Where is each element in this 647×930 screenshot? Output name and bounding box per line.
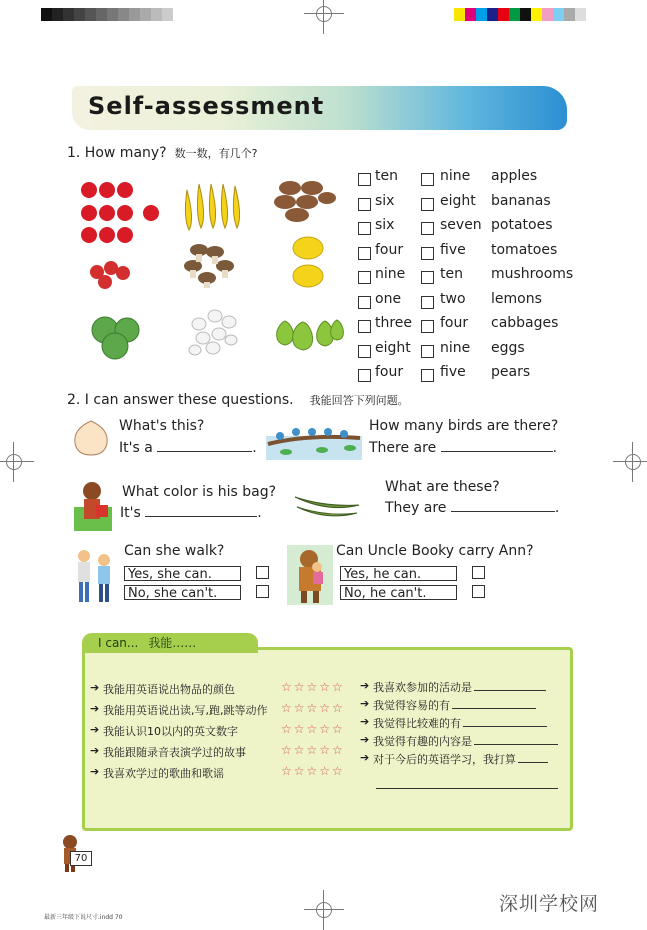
ican-reflection-item	[373, 733, 558, 749]
section2-heading-text: 2. I can answer these questions.	[67, 392, 294, 408]
option-label: ten	[440, 266, 463, 282]
q4-answer-suffix: .	[554, 500, 560, 516]
arrow-icon: ➔	[90, 765, 100, 778]
option-label: nine	[440, 168, 471, 184]
children-walking-icon	[70, 548, 118, 606]
section1-heading-cn: 数一数，有几个?	[174, 147, 258, 160]
ican-skill-item: 我能用英语说出物品的颜色	[103, 683, 235, 696]
footer-file-info: 最新三年级下说尺寸.indd 70	[44, 914, 123, 921]
option-label: eight	[375, 340, 411, 356]
mushrooms-icon	[184, 244, 234, 288]
q4-answer	[385, 500, 559, 516]
q1-answer	[119, 440, 257, 456]
q4-answer-prefix: They are	[385, 500, 447, 516]
reflection-blank[interactable]	[452, 708, 536, 709]
peach-icon	[70, 417, 112, 459]
section2-heading	[67, 392, 409, 408]
q6-yes-checkbox[interactable]	[472, 566, 485, 579]
q5-question: Can she walk?	[124, 543, 225, 559]
monkey-with-bag-icon	[70, 477, 116, 533]
option-checkbox[interactable]	[358, 296, 371, 309]
option-label: four	[375, 364, 404, 380]
q6-question: Can Uncle Booky carry Ann?	[336, 543, 534, 559]
option-checkbox[interactable]	[421, 320, 434, 333]
q3-answer-prefix: It's	[120, 505, 141, 521]
arrow-icon: ➔	[90, 723, 100, 736]
option-checkbox[interactable]	[421, 222, 434, 235]
registration-mark-top	[304, 0, 344, 34]
option-label: eight	[440, 193, 476, 209]
option-label: nine	[375, 266, 406, 282]
apples-icon	[81, 182, 159, 243]
cabbages-icon	[92, 317, 139, 359]
option-label: ten	[375, 168, 398, 184]
ican-tab	[82, 633, 258, 653]
ican-skill-item: 我能认识10以内的英文数字	[103, 725, 238, 738]
q2-answer-prefix: There are	[369, 440, 437, 456]
option-checkbox[interactable]	[421, 345, 434, 358]
option-label: four	[440, 315, 469, 331]
item-noun: pears	[491, 364, 531, 380]
option-checkbox[interactable]	[421, 247, 434, 260]
option-label: nine	[440, 340, 471, 356]
watermark: 深圳学校网	[499, 893, 600, 915]
reflection-blank[interactable]	[463, 726, 547, 727]
q3-question: What color is his bag?	[122, 484, 277, 500]
section1-heading	[67, 145, 257, 161]
section2-heading-cn: 我能回答下列问题。	[309, 394, 409, 407]
page-title: Self-assessment	[88, 92, 325, 120]
option-checkbox[interactable]	[358, 247, 371, 260]
birds-on-branch-icon	[266, 418, 362, 460]
registration-mark-right	[613, 442, 647, 482]
option-checkbox[interactable]	[358, 369, 371, 382]
arrow-icon: ➔	[90, 702, 100, 715]
ican-skill-item: 我喜欢学过的歌曲和歌谣	[103, 767, 224, 780]
bananas-icon	[185, 184, 239, 230]
option-checkbox[interactable]	[421, 369, 434, 382]
q4-answer-blank[interactable]	[451, 511, 555, 512]
ican-tab-label: I can...	[98, 636, 139, 650]
q3-answer	[120, 505, 262, 521]
arrow-icon: ➔	[360, 679, 370, 692]
item-noun: bananas	[491, 193, 551, 209]
ican-reflection-text: 对于今后的英语学习，我打算	[373, 753, 516, 766]
ican-reflection-text: 我喜欢参加的活动是	[373, 681, 472, 694]
option-label: one	[375, 291, 402, 307]
section1-heading-text: 1. How many?	[67, 145, 167, 161]
ican-skill-item: 我能跟随录音表演学过的故事	[103, 746, 246, 759]
registration-mark-left	[0, 442, 34, 482]
ican-reflection-item	[373, 715, 547, 731]
q1-question: What's this?	[119, 418, 205, 434]
lemons-icon	[293, 237, 323, 287]
ican-reflection-text: 我觉得比较难的有	[373, 717, 461, 730]
page-number: 70	[70, 851, 92, 866]
q5-no-option: No, she can't.	[124, 585, 241, 600]
rating-stars[interactable]: ☆☆☆☆☆	[281, 680, 345, 694]
ican-skill-item: 我能用英语说出读,写,跑,跳等动作	[103, 704, 268, 717]
reflection-extra-blank[interactable]	[376, 788, 558, 789]
item-noun: apples	[491, 168, 538, 184]
option-checkbox[interactable]	[421, 271, 434, 284]
q2-answer-blank[interactable]	[441, 451, 553, 452]
rating-stars[interactable]: ☆☆☆☆☆	[281, 764, 345, 778]
option-label: two	[440, 291, 466, 307]
q1-answer-suffix: .	[252, 440, 257, 456]
ican-reflection-item	[373, 751, 548, 767]
reflection-blank[interactable]	[474, 690, 546, 691]
tomatoes-icon	[90, 261, 130, 289]
section1-illustrations	[75, 170, 365, 370]
item-noun: lemons	[491, 291, 542, 307]
reflection-blank[interactable]	[518, 762, 548, 763]
option-label: six	[375, 217, 395, 233]
q2-answer	[369, 440, 557, 456]
option-checkbox[interactable]	[358, 345, 371, 358]
item-noun: mushrooms	[491, 266, 574, 282]
ican-reflection-text: 我觉得容易的有	[373, 699, 450, 712]
option-label: three	[375, 315, 413, 331]
q5-yes-option: Yes, she can.	[124, 566, 241, 581]
arrow-icon: ➔	[90, 744, 100, 757]
q2-question: How many birds are there?	[369, 418, 559, 434]
arrow-icon: ➔	[360, 733, 370, 746]
q1-answer-blank[interactable]	[157, 451, 252, 452]
ican-reflection-text: 我觉得有趣的内容是	[373, 735, 472, 748]
rating-stars[interactable]: ☆☆☆☆☆	[281, 701, 345, 715]
rating-stars[interactable]: ☆☆☆☆☆	[281, 743, 345, 757]
option-checkbox[interactable]	[358, 271, 371, 284]
q2-answer-suffix: .	[552, 440, 558, 456]
option-label: four	[375, 242, 404, 258]
uncle-booky-carrying-ann-icon	[287, 545, 333, 605]
item-noun: cabbages	[491, 315, 559, 331]
item-noun: eggs	[491, 340, 525, 356]
option-checkbox[interactable]	[421, 296, 434, 309]
item-noun: tomatoes	[491, 242, 558, 258]
registration-mark-bottom	[304, 890, 344, 930]
ican-reflection-item	[373, 697, 536, 713]
option-checkbox[interactable]	[421, 173, 434, 186]
arrow-icon: ➔	[360, 751, 370, 764]
q6-no-checkbox[interactable]	[472, 585, 485, 598]
arrow-icon: ➔	[360, 715, 370, 728]
arrow-icon: ➔	[90, 681, 100, 694]
option-checkbox[interactable]	[358, 222, 371, 235]
q6-yes-option: Yes, he can.	[340, 566, 457, 581]
option-label: five	[440, 242, 466, 258]
q5-yes-checkbox[interactable]	[256, 566, 269, 579]
ican-reflection-item	[373, 679, 546, 695]
option-label: seven	[440, 217, 482, 233]
option-checkbox[interactable]	[421, 198, 434, 211]
item-noun: potatoes	[491, 217, 553, 233]
green-beans-icon	[291, 487, 363, 521]
q3-answer-blank[interactable]	[145, 516, 257, 517]
ican-tab-cn: 我能……	[148, 636, 197, 650]
pears-icon	[277, 320, 344, 350]
q4-question: What are these?	[385, 479, 500, 495]
q1-answer-prefix: It's a	[119, 440, 153, 456]
option-checkbox[interactable]	[358, 320, 371, 333]
arrow-icon: ➔	[360, 697, 370, 710]
rating-stars[interactable]: ☆☆☆☆☆	[281, 722, 345, 736]
option-label: five	[440, 364, 466, 380]
option-checkbox[interactable]	[358, 173, 371, 186]
q6-no-option: No, he can't.	[340, 585, 457, 600]
option-label: six	[375, 193, 395, 209]
reflection-blank[interactable]	[474, 744, 558, 745]
q3-answer-suffix: .	[257, 505, 262, 521]
option-checkbox[interactable]	[358, 198, 371, 211]
q5-no-checkbox[interactable]	[256, 585, 269, 598]
potatoes-icon	[274, 181, 336, 222]
eggs-icon	[189, 310, 237, 355]
